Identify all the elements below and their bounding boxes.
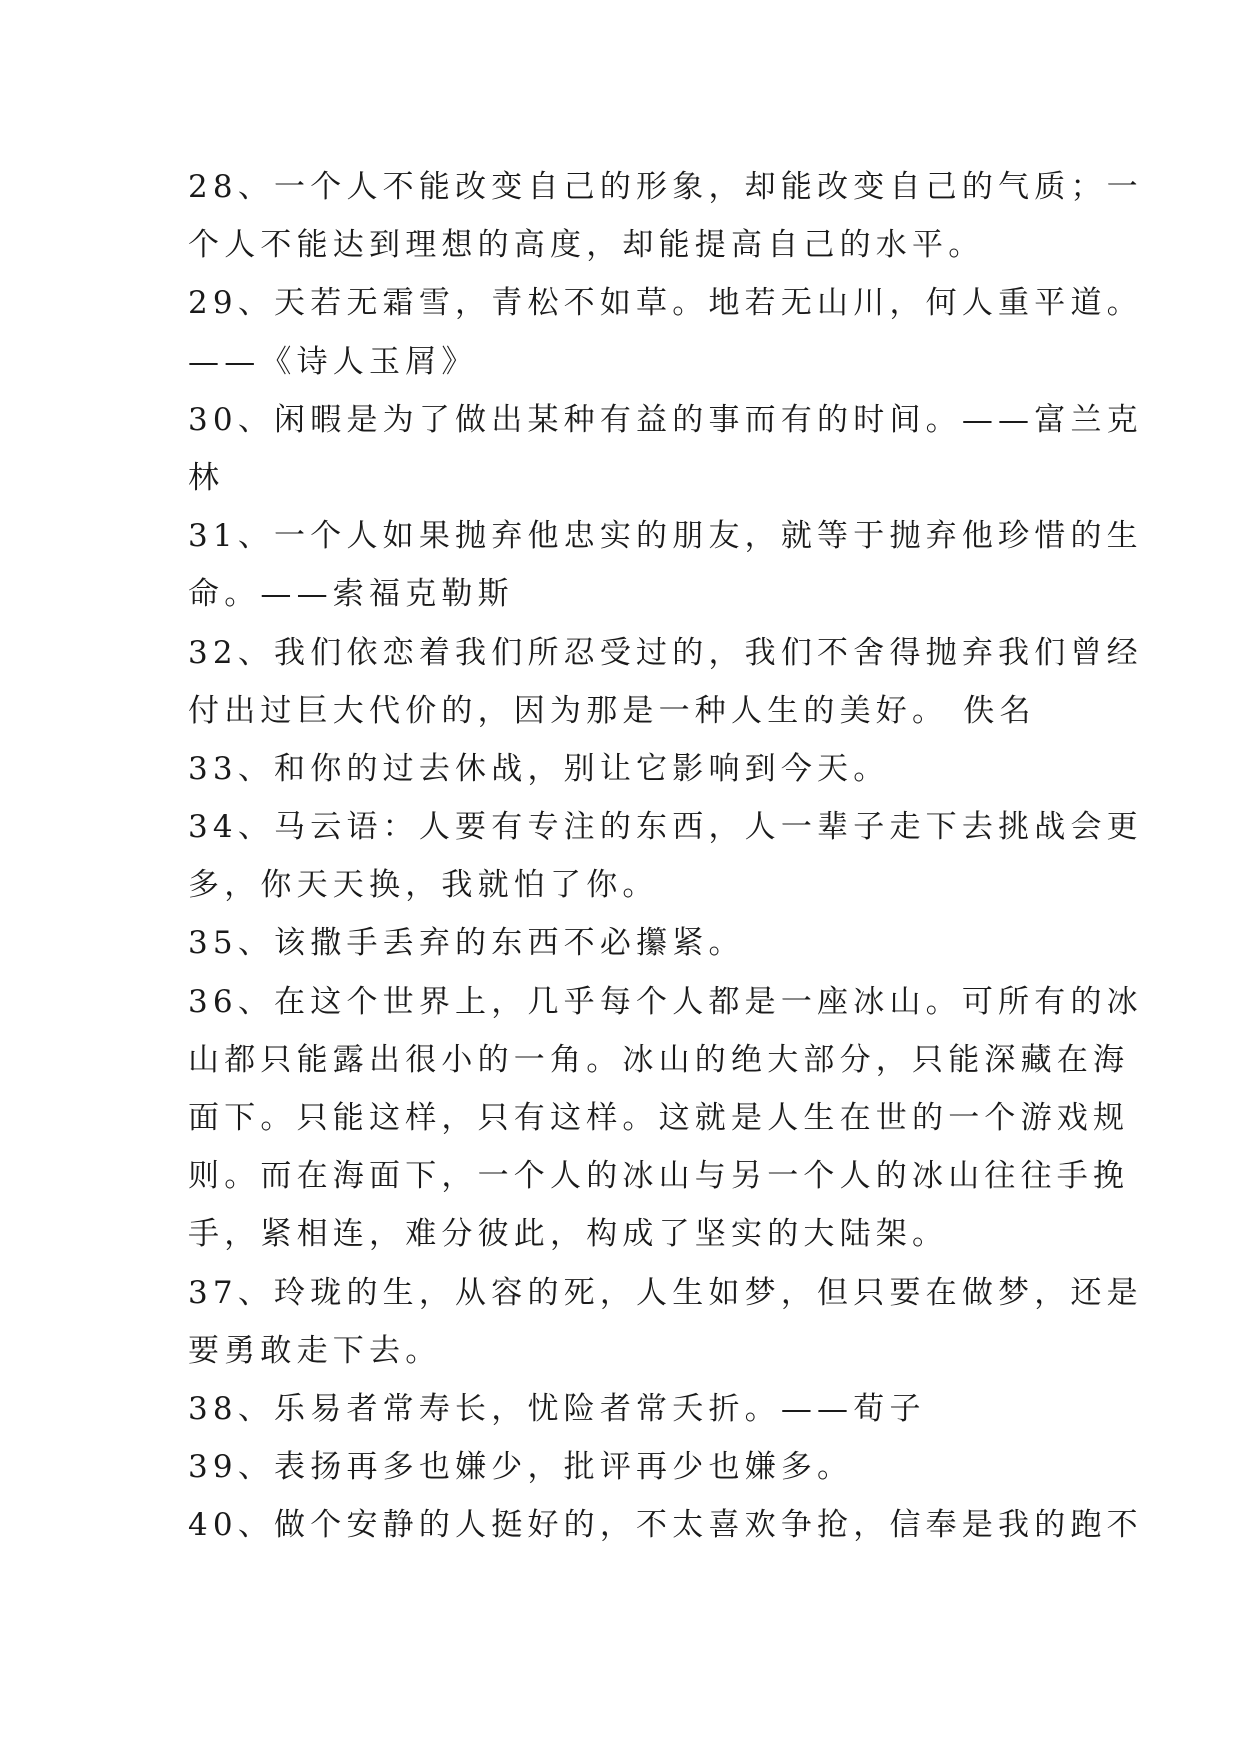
text-line: 34、马云语：人要有专注的东西，人一辈子走下去挑战会更 bbox=[188, 809, 1143, 846]
text-line: 林 bbox=[188, 459, 225, 496]
text-line: 要勇敢走下去。 bbox=[188, 1332, 442, 1369]
text-line: 38、乐易者常寿长，忧险者常夭折。——荀子 bbox=[188, 1390, 926, 1427]
text-line: 33、和你的过去休战，别让它影响到今天。 bbox=[188, 750, 890, 787]
text-line: ——《诗人玉屑》 bbox=[188, 343, 478, 380]
text-line: 37、玲珑的生，从容的死，人生如梦，但只要在做梦，还是 bbox=[188, 1274, 1143, 1311]
text-line: 36、在这个世界上，几乎每个人都是一座冰山。可所有的冰 bbox=[188, 983, 1143, 1020]
text-line: 30、闲暇是为了做出某种有益的事而有的时间。——富兰克 bbox=[188, 401, 1143, 438]
text-line: 35、该撒手丢弃的东西不必攥紧。 bbox=[188, 925, 745, 962]
text-line: 面下。只能这样，只有这样。这就是人生在世的一个游戏规 bbox=[188, 1100, 1130, 1136]
text-line: 28、一个人不能改变自己的形象，却能改变自己的气质；一 bbox=[188, 169, 1143, 205]
text-line: 39、表扬再多也嫌少，批评再少也嫌多。 bbox=[188, 1449, 854, 1486]
document-body bbox=[188, 158, 1143, 1555]
text-line: 手，紧相连，难分彼此，构成了坚实的大陆架。 bbox=[188, 1216, 949, 1253]
text-line: 命。——索福克勒斯 bbox=[188, 576, 514, 613]
text-line: 32、我们依恋着我们所忍受过的，我们不舍得抛弃我们曾经 bbox=[188, 634, 1143, 671]
text-line: 29、天若无霜雪，青松不如草。地若无山川，何人重平道。 bbox=[188, 285, 1143, 322]
text-line: 则。而在海面下，一个人的冰山与另一个人的冰山往往手挽 bbox=[188, 1158, 1130, 1195]
text-line: 付出过巨大代价的，因为那是一种人生的美好。 佚名 bbox=[188, 692, 1036, 729]
text-line: 40、做个安静的人挺好的，不太喜欢争抢，信奉是我的跑不 bbox=[188, 1507, 1143, 1544]
text-line: 多，你天天换，我就怕了你。 bbox=[188, 867, 659, 904]
text-line: 31、一个人如果抛弃他忠实的朋友，就等于抛弃他珍惜的生 bbox=[188, 518, 1143, 555]
text-line: 山都只能露出很小的一角。冰山的绝大部分，只能深藏在海 bbox=[188, 1041, 1130, 1078]
text-line: 个人不能达到理想的高度，却能提高自己的水平。 bbox=[188, 227, 985, 264]
